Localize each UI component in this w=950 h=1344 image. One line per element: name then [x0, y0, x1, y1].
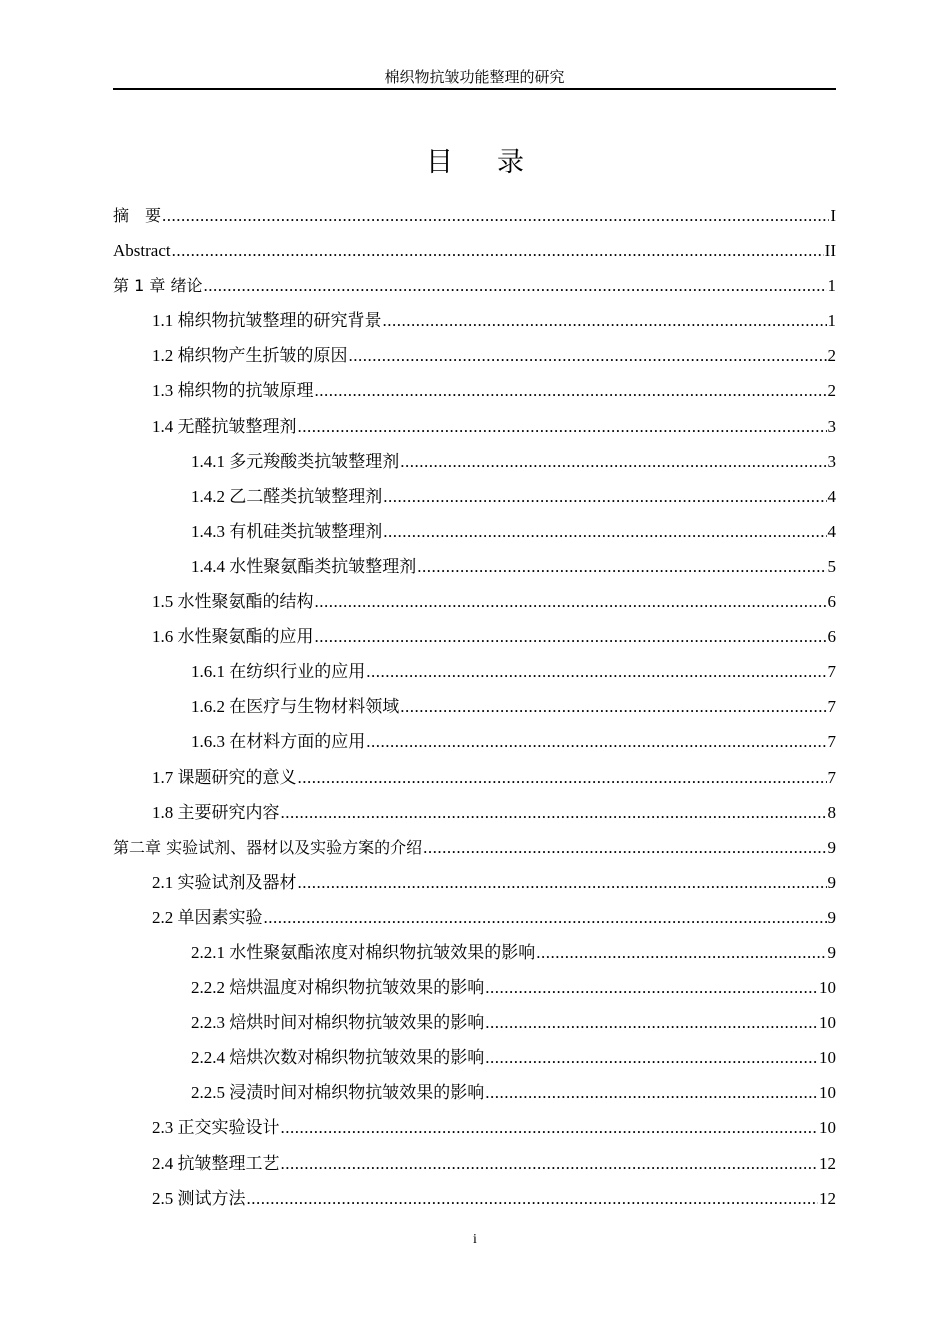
toc-entry-page: 10	[819, 1118, 836, 1138]
toc-entry-page: 9	[827, 837, 836, 857]
toc-title-char: 目	[426, 147, 453, 178]
toc-entry[interactable]	[113, 1080, 836, 1115]
toc-entry[interactable]	[113, 308, 836, 343]
leader-dots	[315, 624, 827, 650]
leader-dots	[298, 765, 827, 791]
leader-dots	[349, 343, 827, 369]
toc-entry-label: 2.4 抗皱整理工艺	[152, 1153, 280, 1173]
toc-entry[interactable]	[113, 203, 836, 238]
toc-entry-page: 10	[819, 1013, 836, 1033]
toc-entry[interactable]	[113, 273, 836, 308]
toc-entry-page: 6	[827, 627, 836, 647]
leader-dots	[423, 835, 826, 861]
toc-entry-label: 2.1 实验试剂及器材	[152, 872, 297, 892]
leader-dots	[400, 694, 826, 720]
toc-entry-label: 1.8 主要研究内容	[152, 802, 280, 822]
toc-entry-label: 2.2.1 水性聚氨酯浓度对棉织物抗皱效果的影响	[191, 942, 536, 962]
leader-dots	[298, 870, 827, 896]
toc-entry-label: 摘 要	[113, 206, 162, 225]
toc-entry-label: 1.4.4 水性聚氨酯类抗皱整理剂	[191, 556, 417, 576]
leader-dots	[315, 378, 827, 404]
toc-entry[interactable]	[113, 1186, 836, 1221]
toc-entry-label: 2.2.3 焙烘时间对棉织物抗皱效果的影响	[191, 1013, 485, 1033]
toc-entry-page: 7	[827, 697, 836, 717]
running-header: 棉织物抗皱功能整理的研究	[384, 70, 565, 86]
toc-entry-label: 1.7 课题研究的意义	[152, 767, 297, 787]
leader-dots	[172, 238, 824, 264]
toc-entry-label: 2.2 单因素实验	[152, 907, 263, 927]
toc-entry[interactable]	[113, 1045, 836, 1080]
leader-dots	[485, 1045, 818, 1071]
toc-entry[interactable]	[113, 449, 836, 484]
toc-entry-page: 9	[827, 907, 836, 927]
toc-entry-label: 1.3 棉织物的抗皱原理	[152, 381, 314, 401]
toc-entry[interactable]	[113, 414, 836, 449]
leader-dots	[203, 273, 826, 299]
toc-entry[interactable]	[113, 624, 836, 659]
leader-dots	[366, 729, 826, 755]
toc-entry-page: 4	[827, 486, 836, 506]
leader-dots	[281, 1151, 819, 1177]
toc-entry[interactable]	[113, 343, 836, 378]
toc-title	[0, 140, 950, 179]
table-of-contents	[113, 203, 836, 1221]
leader-dots	[315, 589, 827, 615]
toc-entry-page: 7	[827, 732, 836, 752]
toc-entry-label: 2.3 正交实验设计	[152, 1118, 280, 1138]
toc-entry-page: 10	[819, 1048, 836, 1068]
toc-entry[interactable]	[113, 870, 836, 905]
leader-dots	[298, 414, 827, 440]
leader-dots	[366, 659, 826, 685]
toc-entry[interactable]	[113, 589, 836, 624]
toc-entry-page: 3	[827, 451, 836, 471]
leader-dots	[383, 484, 826, 510]
leader-dots	[162, 203, 829, 229]
toc-entry-label: 第二章 实验试剂、器材以及实验方案的介绍	[113, 837, 423, 857]
toc-entry-page: 5	[827, 556, 836, 576]
toc-entry-page: 12	[819, 1153, 836, 1173]
leader-dots	[264, 905, 827, 931]
toc-entry-label: 1.5 水性聚氨酯的结构	[152, 592, 314, 612]
toc-entry[interactable]	[113, 1115, 836, 1150]
toc-entry[interactable]	[113, 835, 836, 870]
toc-entry[interactable]	[113, 800, 836, 835]
toc-entry[interactable]	[113, 905, 836, 940]
toc-entry[interactable]	[113, 1151, 836, 1186]
toc-entry-label: 2.2.4 焙烘次数对棉织物抗皱效果的影响	[191, 1048, 485, 1068]
toc-title-char: 录	[497, 147, 524, 178]
toc-entry[interactable]	[113, 238, 836, 273]
toc-entry-page: I	[830, 206, 836, 225]
toc-entry[interactable]	[113, 484, 836, 519]
leader-dots	[247, 1186, 819, 1212]
leader-dots	[400, 449, 826, 475]
toc-entry-page: 9	[827, 942, 836, 962]
leader-dots	[383, 519, 826, 545]
toc-entry-page: II	[824, 241, 836, 261]
leader-dots	[485, 975, 818, 1001]
toc-entry-label: 1.4 无醛抗皱整理剂	[152, 416, 297, 436]
toc-entry[interactable]	[113, 940, 836, 975]
toc-entry[interactable]	[113, 729, 836, 764]
toc-entry-label: Abstract	[113, 241, 171, 261]
page-number: i	[473, 1232, 477, 1247]
toc-entry-label: 1.6.1 在纺织行业的应用	[191, 662, 366, 682]
leader-dots	[281, 800, 827, 826]
leader-dots	[417, 554, 826, 580]
toc-entry-label: 1.6.2 在医疗与生物材料领域	[191, 697, 400, 717]
toc-entry-label: 1.4.3 有机硅类抗皱整理剂	[191, 521, 383, 541]
toc-entry-page: 4	[827, 521, 836, 541]
toc-entry-page: 1	[827, 311, 836, 331]
toc-entry-page: 6	[827, 592, 836, 612]
toc-entry-page: 10	[819, 1083, 836, 1103]
toc-entry[interactable]	[113, 659, 836, 694]
toc-entry[interactable]	[113, 554, 836, 589]
leader-dots	[281, 1115, 819, 1141]
toc-entry-page: 7	[827, 662, 836, 682]
toc-entry-page: 2	[827, 381, 836, 401]
toc-entry-page: 10	[819, 978, 836, 998]
toc-entry-label: 1.6 水性聚氨酯的应用	[152, 627, 314, 647]
header-rule	[113, 88, 836, 90]
toc-entry-page: 3	[827, 416, 836, 436]
toc-entry-page: 2	[827, 346, 836, 366]
toc-entry[interactable]	[113, 975, 836, 1010]
toc-entry-label: 2.2.5 浸渍时间对棉织物抗皱效果的影响	[191, 1083, 485, 1103]
toc-entry-label: 2.2.2 焙烘温度对棉织物抗皱效果的影响	[191, 978, 485, 998]
toc-entry[interactable]	[113, 765, 836, 800]
toc-entry-page: 1	[827, 276, 836, 296]
toc-entry-label: 第 1 章 绪论	[113, 276, 203, 296]
toc-entry-label: 1.2 棉织物产生折皱的原因	[152, 346, 348, 366]
leader-dots	[383, 308, 827, 334]
toc-entry-page: 9	[827, 872, 836, 892]
toc-entry-label: 1.4.1 多元羧酸类抗皱整理剂	[191, 451, 400, 471]
toc-entry-page: 12	[819, 1188, 836, 1208]
leader-dots	[485, 1010, 818, 1036]
leader-dots	[536, 940, 826, 966]
toc-entry[interactable]	[113, 519, 836, 554]
toc-entry[interactable]	[113, 694, 836, 729]
toc-entry-label: 1.6.3 在材料方面的应用	[191, 732, 366, 752]
toc-entry-label: 2.5 测试方法	[152, 1188, 246, 1208]
leader-dots	[485, 1080, 818, 1106]
toc-entry-label: 1.4.2 乙二醛类抗皱整理剂	[191, 486, 383, 506]
toc-entry[interactable]	[113, 1010, 836, 1045]
toc-entry-label: 1.1 棉织物抗皱整理的研究背景	[152, 311, 382, 331]
toc-entry-page: 7	[827, 767, 836, 787]
toc-entry[interactable]	[113, 378, 836, 413]
toc-entry-page: 8	[827, 802, 836, 822]
